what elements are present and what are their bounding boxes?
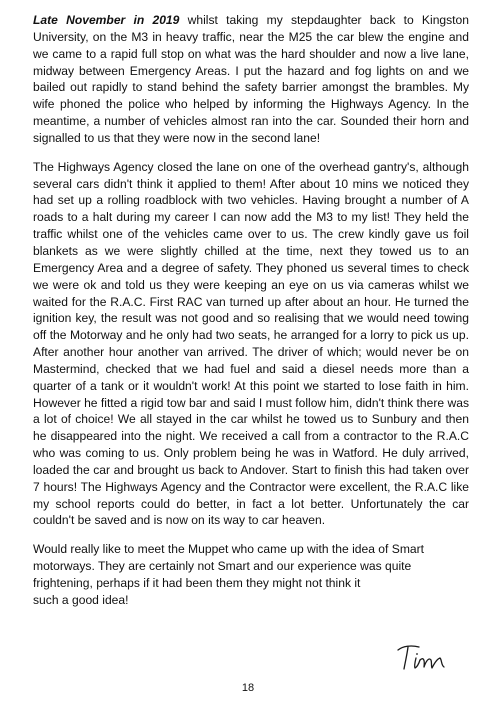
- paragraph-3: [33, 541, 469, 608]
- paragraph-3-text: Would really like to meet the Muppet who came up with the idea of Smart motorways. They are certainly not Smart and our experience was quite frightening, perhaps if it had been them they might not think it: [33, 542, 425, 590]
- paragraph-1: [33, 12, 469, 147]
- page-number: 18: [241, 682, 255, 694]
- handwritten-signature: [392, 636, 452, 676]
- paragraph-1-lead: Late November in 2019: [33, 13, 180, 27]
- article-body: [33, 12, 469, 621]
- paragraph-2: The Highways Agency closed the lane on one of the overhead gantry's, although several cars didn't think it applied to them! After about 10 mins we noticed they had set up a rolling roadblock with two vehicles. Having brought a number of A roads to a halt during my career I can now add the M3 to my list! They held the traffic whilst one of the vehicles came over to us. The crew kindly gave us foil blankets as we were slightly chilled at the time, next they towed us to an Emergency Area and a degree of safety. They phoned us several times to check we were ok and told us they were keeping an eye on us via cameras whilst we waited for the R.A.C. First RAC van turned up after about an hour. He turned the ignition key, the result was not good and so realising that we would need towing off the Motorway and he only had two seats, he arranged for a lorry to pick us up. After another hour another van arrived. The driver of which; would never be on Mastermind, checked that we had fuel and said a diesel needs more than a quarter of a tank or it wouldn't work! At this point we started to lose faith in him. However he fitted a rigid tow bar and said I must follow him, didn't think there was a lot of choice! We all stayed in the car whilst he towed us to Sunbury and then he disappeared into the night. We received a call from a contractor to the R.A.C who was coming to us. Only problem being he was in Watford. He duly arrived, loaded the car and brought us back to Andover. Start to finish this had taken over 7 hours! The Highways Agency and the Contractor were excellent, the R.A.C like my school reports could do better, in fact a lot better. Unfortunately the car couldn't be saved and is now on its way to car heaven.: [33, 159, 469, 528]
- paragraph-1-text: whilst taking my stepdaughter back to Kingston University, on the M3 in heavy traffic, near the M25 the car blew the engine and we came to a rapid full stop on what was the hard shoulder and now a live lane, midway between Emergency Areas. I put the hazard and fog lights on and we bailed out rapidly to stand behind the safety barrier amongst the brambles. My wife phoned the police who helped by informing the Highways Agency. In the meantime, a number of vehicles almost ran into the car. Sounded their horn and signalled to us that they were now in the second lane!: [33, 13, 469, 145]
- paragraph-3-last-line: such a good idea!: [33, 592, 129, 607]
